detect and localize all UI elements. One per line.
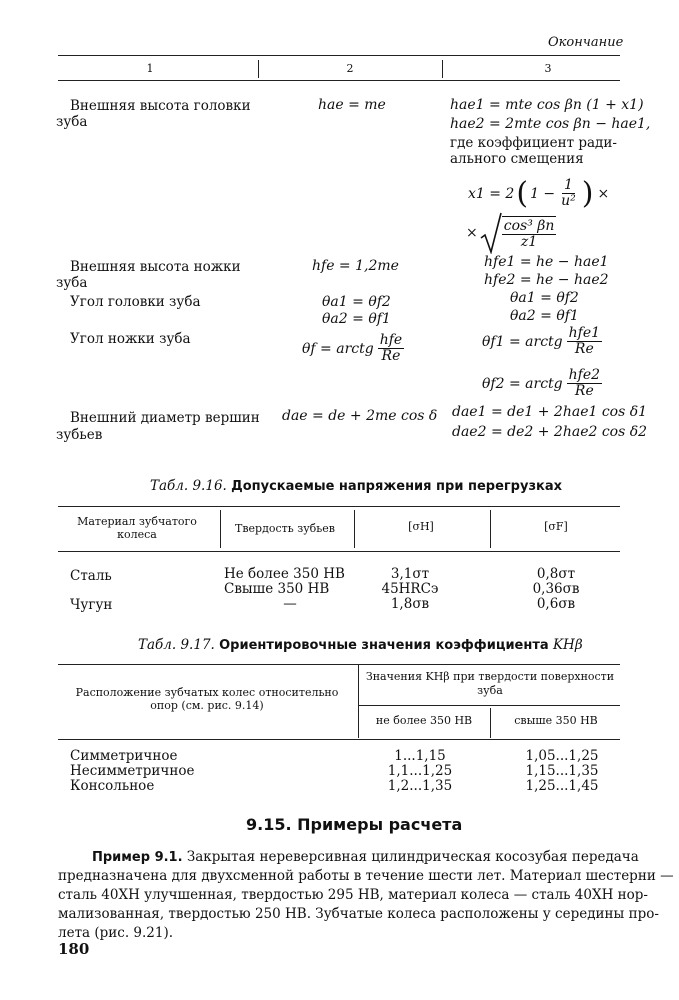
table-row-sigma-f: 0,36σв bbox=[532, 581, 580, 597]
formula-hae2: hae2 = 2mte cos βn − hae1, bbox=[450, 116, 651, 132]
table-row-value-b: 1,25...1,45 bbox=[525, 778, 599, 794]
table-917-divider bbox=[358, 664, 359, 738]
table1-col-number-3: 3 bbox=[544, 62, 552, 75]
table-row-material: Чугун bbox=[70, 597, 113, 613]
formula-prefix: θf1 = arctg bbox=[482, 333, 563, 350]
header-sigma-f: [σF] bbox=[544, 520, 568, 533]
formula-theta-f bbox=[302, 333, 404, 365]
row-label: Внешняя высота ножки bbox=[70, 259, 241, 275]
table-916-caption bbox=[150, 478, 562, 494]
table1-col-number-2: 2 bbox=[346, 62, 354, 75]
example-line-4: мализованная, твердостью 250 НВ. Зубчатые колеса расположены у середины про- bbox=[58, 906, 659, 922]
row-label: Внешняя высота головки bbox=[70, 98, 251, 114]
formula-theta-f1 bbox=[482, 326, 602, 358]
row-label-cont: зуба bbox=[56, 114, 88, 130]
example-line-3: сталь 40ХН улучшенная, твердостью 295 НВ, материал колеса — сталь 40ХН нор- bbox=[58, 887, 648, 903]
table1-col-divider-2 bbox=[442, 60, 443, 78]
times-sign: × bbox=[597, 185, 610, 202]
table-row-name: Консольное bbox=[70, 778, 155, 794]
sqrt-radical-icon bbox=[480, 212, 502, 254]
formula-hfe2: hfe2 = he − hae2 bbox=[484, 272, 609, 288]
table-917-caption bbox=[138, 637, 583, 653]
example-lead: Пример 9.1. bbox=[92, 850, 183, 865]
table-row-sigma-f: 0,6σв bbox=[536, 596, 576, 612]
fraction bbox=[502, 216, 557, 251]
table-916-divider bbox=[490, 510, 491, 548]
fraction bbox=[567, 326, 602, 358]
header-material: Материал зубчатого колеса bbox=[77, 515, 197, 541]
row-label: Угол головки зуба bbox=[70, 294, 201, 310]
fraction bbox=[567, 368, 602, 400]
formula-x1 bbox=[468, 176, 609, 211]
formula-x1-left: x1 = 2 bbox=[468, 185, 515, 202]
table1-header-rule bbox=[58, 80, 620, 81]
table-916-top-rule bbox=[58, 506, 620, 507]
table-row-sigma-f: 0,8σт bbox=[536, 566, 576, 582]
caption-text: Допускаемые напряжения при перегрузках bbox=[231, 479, 562, 494]
example-line-1 bbox=[92, 848, 639, 867]
table-row-value-b: 1,05...1,25 bbox=[525, 748, 599, 764]
continuation-label: Окончание bbox=[548, 35, 624, 50]
paren-open: ( bbox=[516, 176, 529, 211]
fraction bbox=[559, 178, 578, 210]
table-row-sigma-h: 3,1σт bbox=[390, 566, 430, 582]
caption-label: Табл. 9.16. bbox=[150, 478, 227, 494]
header-values: Значения KHβ при твердости поверхности зуба bbox=[365, 670, 615, 697]
table-row-name: Симметричное bbox=[70, 748, 178, 764]
fraction-denominator: z1 bbox=[520, 234, 538, 250]
formula-x1-inner: 1 − bbox=[530, 185, 556, 202]
subheader-gt-350: свыше 350 НВ bbox=[514, 714, 598, 727]
formula-prefix: θf2 = arctg bbox=[482, 375, 563, 392]
fraction-numerator: cos³ βn bbox=[503, 217, 555, 234]
caption-text: Ориентировочные значения коэффициента bbox=[219, 638, 549, 653]
formula-dae: dae = de + 2me cos δ bbox=[282, 408, 438, 424]
coefficient-text: где коэффициент ради- bbox=[450, 135, 617, 151]
formula-theta-f2 bbox=[482, 368, 602, 400]
row-label-cont: зуба bbox=[56, 275, 88, 291]
table-row-material: Сталь bbox=[70, 568, 112, 584]
table-row-value-a: 1,2...1,35 bbox=[387, 778, 453, 794]
caption-label: Табл. 9.17. bbox=[138, 637, 215, 653]
table-row-value-b: 1,15...1,35 bbox=[525, 763, 599, 779]
table-916-header-rule bbox=[58, 551, 620, 552]
table-917-top-rule bbox=[58, 664, 620, 665]
formula-prefix: θf = arctg bbox=[302, 340, 374, 357]
formula-theta-a1: θa1 = θf2 bbox=[322, 294, 391, 310]
paren-close: ) bbox=[581, 176, 594, 211]
header-sigma-h: [σH] bbox=[408, 520, 434, 533]
formula-sqrt bbox=[466, 212, 556, 254]
coefficient-text-cont: ального смещения bbox=[450, 151, 584, 167]
formula-theta-a1: θa1 = θf2 bbox=[510, 290, 579, 306]
times-sign: × bbox=[466, 225, 478, 241]
example-line-5: лета (рис. 9.21). bbox=[58, 925, 174, 941]
table1-col-number-1: 1 bbox=[146, 62, 154, 75]
subheader-le-350: не более 350 НВ bbox=[375, 714, 473, 727]
formula-dae1: dae1 = de1 + 2hae1 cos δ1 bbox=[452, 404, 648, 420]
table-row-value-a: 1...1,15 bbox=[394, 748, 446, 764]
fraction-denominator: Re bbox=[574, 383, 594, 400]
formula-theta-a2: θa2 = θf1 bbox=[510, 308, 579, 324]
formula-theta-a2: θa2 = θf1 bbox=[322, 311, 391, 327]
table1-col-divider-1 bbox=[258, 60, 259, 78]
table-916-divider bbox=[220, 510, 221, 548]
fraction-numerator: hfe2 bbox=[568, 367, 601, 383]
fraction-numerator: hfe bbox=[379, 332, 403, 348]
formula-hfe: hfe = 1,2me bbox=[312, 258, 399, 274]
example-line-2: предназначена для двухсменной работы в течение шести лет. Материал шестерни — bbox=[58, 868, 674, 884]
table-row-hardness: Свыше 350 НВ bbox=[224, 581, 330, 597]
fraction-denominator: Re bbox=[381, 348, 401, 365]
table1-top-rule bbox=[58, 55, 620, 56]
fraction-numerator: 1 bbox=[564, 176, 573, 193]
fraction-denominator: u² bbox=[561, 193, 576, 209]
table-row-value-a: 1,1...1,25 bbox=[387, 763, 453, 779]
table-row-name: Несимметричное bbox=[70, 763, 195, 779]
section-title: 9.15. Примеры расчета bbox=[246, 815, 463, 834]
formula-dae2: dae2 = de2 + 2hae2 cos δ2 bbox=[452, 424, 648, 440]
caption-symbol: KHβ bbox=[552, 637, 583, 653]
table-917-divider bbox=[490, 708, 491, 738]
table-row-hardness: Не более 350 НВ bbox=[224, 566, 345, 582]
table-row-sigma-h: 1,8σв bbox=[390, 596, 430, 612]
table-916-divider bbox=[354, 510, 355, 548]
formula-hae1: hae1 = mte cos βn (1 + x1) bbox=[450, 97, 644, 113]
fraction bbox=[378, 333, 404, 365]
row-label: Внешний диаметр вершин bbox=[70, 410, 260, 426]
table-row-sigma-h: 45HRCэ bbox=[381, 581, 439, 597]
page-number: 180 bbox=[58, 940, 90, 958]
table-row-hardness: — bbox=[283, 596, 297, 612]
formula-hae: hae = me bbox=[318, 97, 386, 113]
fraction-denominator: Re bbox=[574, 341, 594, 358]
example-text: Закрытая нереверсивная цилиндрическая косозубая передача bbox=[186, 849, 639, 865]
header-arrangement: Расположение зубчатых колес относительно опор (см. рис. 9.14) bbox=[75, 686, 339, 712]
fraction-numerator: hfe1 bbox=[568, 325, 601, 341]
header-hardness: Твердость зубьев bbox=[235, 522, 335, 535]
table-917-header-rule bbox=[58, 739, 620, 740]
formula-hfe1: hfe1 = he − hae1 bbox=[484, 254, 609, 270]
table-917-subheader-rule bbox=[358, 705, 620, 706]
row-label: Угол ножки зуба bbox=[70, 331, 191, 347]
row-label-cont: зубьев bbox=[56, 427, 103, 443]
